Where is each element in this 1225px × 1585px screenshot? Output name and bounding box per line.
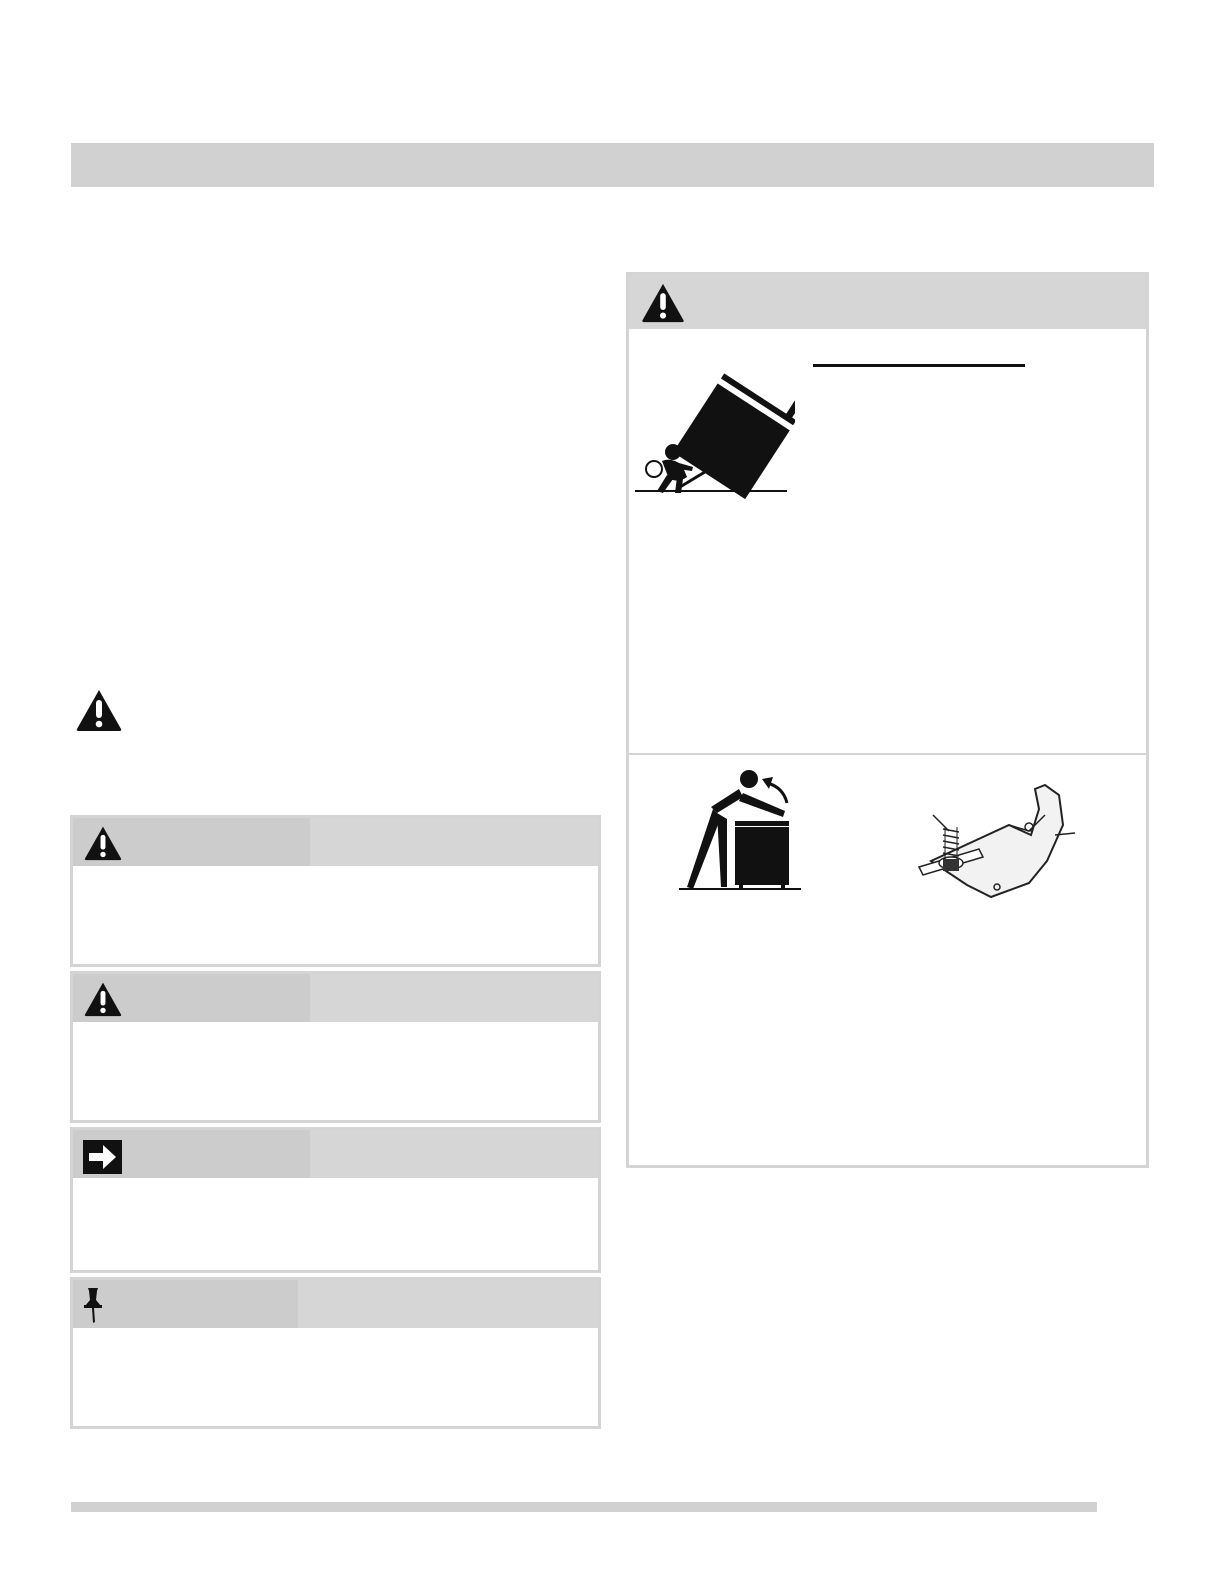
notice-box-warning <box>70 815 601 967</box>
notice-box-header <box>73 1280 598 1328</box>
notice-box-header <box>73 818 598 866</box>
warning-triangle-icon <box>75 688 123 732</box>
push-pin-icon <box>82 1286 108 1324</box>
notice-box-header <box>73 974 598 1022</box>
notice-box-caution <box>70 971 601 1123</box>
arrow-right-icon <box>83 1140 122 1174</box>
warning-triangle-icon <box>640 282 686 323</box>
tip-over-warning-panel <box>626 272 1149 1168</box>
notice-box-note <box>70 1277 601 1429</box>
heading-underline <box>813 364 1025 367</box>
warning-triangle-icon <box>83 825 123 861</box>
footer-band <box>71 1502 1097 1512</box>
panel-divider <box>629 753 1146 755</box>
anti-tip-bracket-illustration <box>909 765 1079 905</box>
tip-over-warning-header <box>629 275 1146 329</box>
person-checking-range-illustration <box>677 769 807 895</box>
notice-box-important <box>70 1127 601 1273</box>
header-band <box>71 143 1154 187</box>
warning-triangle-icon <box>83 981 123 1017</box>
notice-box-header <box>73 1130 598 1178</box>
child-tipping-range-illustration <box>635 359 795 499</box>
